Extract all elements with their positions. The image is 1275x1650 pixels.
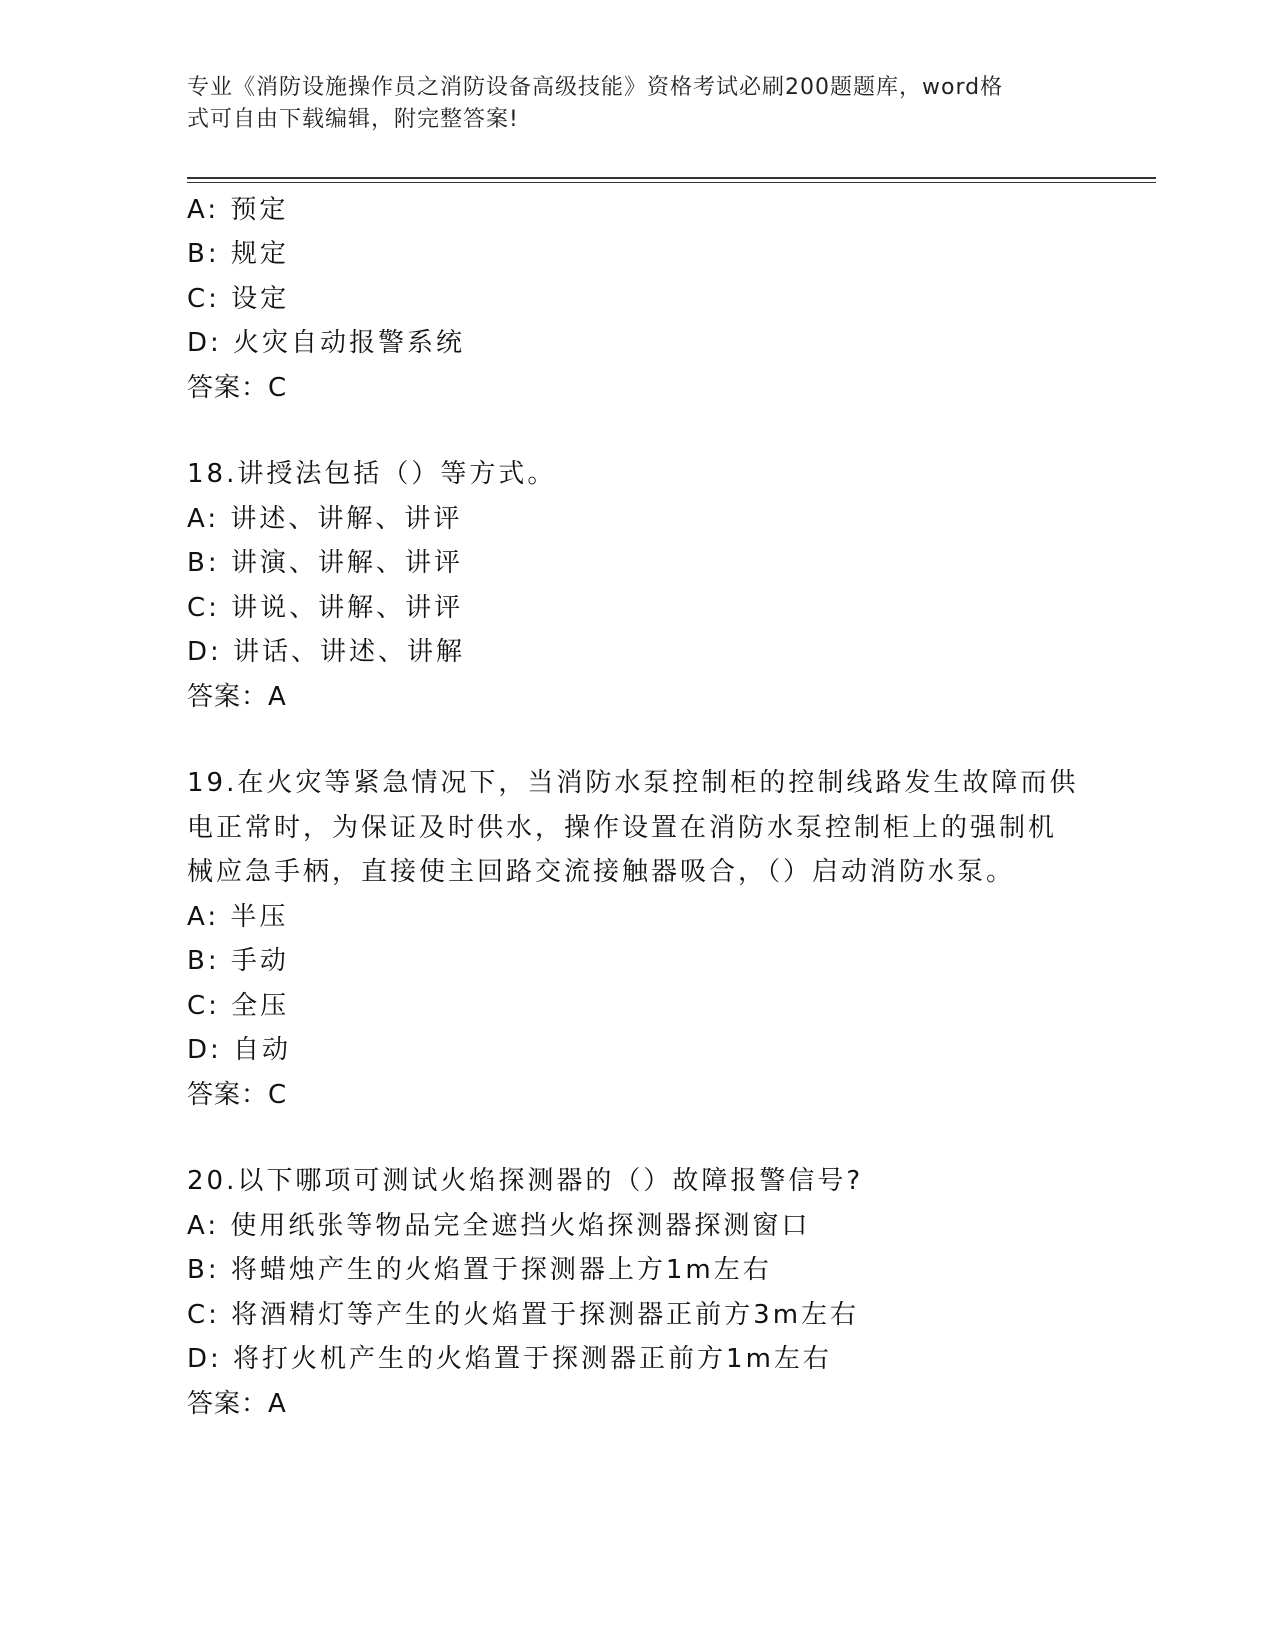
header-divider bbox=[187, 177, 1156, 183]
q20-option-a: A: 使用纸张等物品完全遮挡火焰探测器探测窗口 bbox=[187, 1211, 811, 1241]
q18-option-a: A: 讲述、讲解、讲评 bbox=[187, 504, 463, 534]
q19-option-b: B: 手动 bbox=[187, 946, 289, 976]
q17-option-a: A: 预定 bbox=[187, 195, 289, 225]
q19-option-a: A: 半压 bbox=[187, 902, 289, 932]
header-line-1: 专业《消防设施操作员之消防设备高级技能》资格考试必刷200题题库，word格 bbox=[187, 75, 1004, 100]
q20-option-b: B: 将蜡烛产生的火焰置于探测器上方1m左右 bbox=[187, 1255, 772, 1285]
q20-answer: 答案：A bbox=[187, 1389, 287, 1419]
document-header bbox=[187, 72, 1067, 136]
q17-option-b: B: 规定 bbox=[187, 239, 289, 269]
q17-option-c: C: 设定 bbox=[187, 284, 290, 314]
q20-option-c: C: 将酒精灯等产生的火焰置于探测器正前方3m左右 bbox=[187, 1300, 860, 1330]
q20-option-d: D: 将打火机产生的火焰置于探测器正前方1m左右 bbox=[187, 1344, 832, 1374]
header-line-2: 式可自由下载编辑，附完整答案! bbox=[187, 107, 519, 132]
q18-option-c: C: 讲说、讲解、讲评 bbox=[187, 593, 464, 623]
q18-stem: 18.讲授法包括（）等方式。 bbox=[187, 459, 557, 489]
q18-answer: 答案：A bbox=[187, 682, 287, 712]
q17-option-d: D: 火灾自动报警系统 bbox=[187, 328, 466, 358]
q19-stem-line-1: 19.在火灾等紧急情况下，当消防水泵控制柜的控制线路发生故障而供 bbox=[187, 768, 1079, 798]
q19-answer: 答案：C bbox=[187, 1080, 288, 1110]
q20-stem: 20.以下哪项可测试火焰探测器的（）故障报警信号? bbox=[187, 1166, 864, 1196]
q17-answer: 答案：C bbox=[187, 373, 288, 403]
q19-stem-line-2: 电正常时，为保证及时供水，操作设置在消防水泵控制柜上的强制机 bbox=[187, 813, 1058, 843]
q19-option-c: C: 全压 bbox=[187, 991, 290, 1021]
q18-option-b: B: 讲演、讲解、讲评 bbox=[187, 548, 463, 578]
q18-option-d: D: 讲话、讲述、讲解 bbox=[187, 637, 466, 667]
q19-option-d: D: 自动 bbox=[187, 1035, 292, 1065]
q19-stem-line-3: 械应急手柄，直接使主回路交流接触器吸合，（）启动消防水泵。 bbox=[187, 857, 1016, 887]
